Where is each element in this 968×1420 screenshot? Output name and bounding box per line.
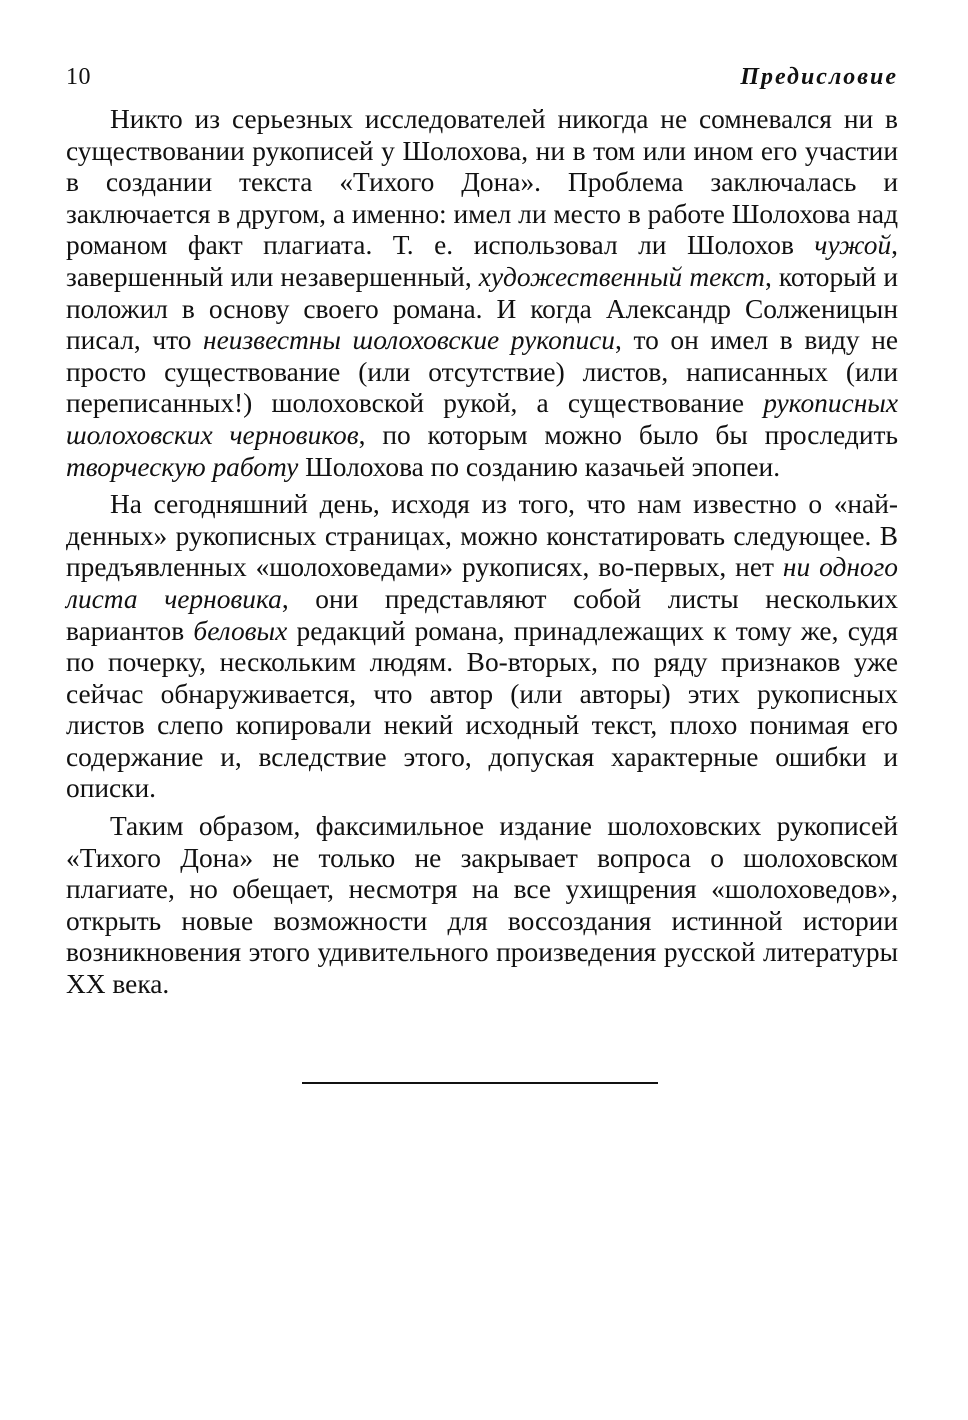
paragraph-1 xyxy=(66,104,898,483)
text-segment: , который и положил в основу своего романа. И когда Александр Солженицын писал, что xyxy=(66,261,899,356)
text-segment: Шолохова по созданию казачьей эпопеи. xyxy=(298,451,781,482)
emphasis-text: чужой xyxy=(814,230,892,261)
paragraph-3 xyxy=(66,811,898,1001)
text-segment: редакций романа, принадлежащих к тому же, судя по почерку, нескольким людям. Во-вторых, по ряду признаков уже сейчас обнаруживается, что автор (или авторы) этих рукописных листов слепо копировали некий исходный текст, плохо понимая его содержание и, вследствие этого, допуская характерные ошибки и описки. xyxy=(66,615,898,804)
paragraph-2 xyxy=(66,489,898,805)
emphasis-text: неизвестны шолоховские рукописи xyxy=(203,325,616,356)
text-segment: , они представляют собой листы нескольких вариантов xyxy=(66,583,898,646)
text-segment: На сегодняшний день, исходя из того, что нам известно о «найденных» рукописных страницах, можно констатировать следующее. В предъявленных «шолоховедами» рукописях, во-первых, нет xyxy=(66,489,898,583)
emphasis-text: творческую работу xyxy=(66,451,299,482)
section-divider xyxy=(302,1082,658,1084)
text-segment: , завершенный или незавершенный, xyxy=(66,230,898,292)
emphasis-text: беловых xyxy=(193,615,288,646)
emphasis-text: рукописных шолоховских черновиков xyxy=(66,388,898,450)
emphasis-text: ни одного листа черновика xyxy=(66,552,898,614)
page-header xyxy=(66,62,898,104)
text-segment: , по которым можно было бы проследить xyxy=(358,419,898,450)
document-page xyxy=(66,62,898,1007)
running-title: Предисловие xyxy=(740,64,898,90)
page-number: 10 xyxy=(66,64,91,90)
emphasis-text: художественный текст xyxy=(478,261,765,292)
text-segment: Никто из серьезных исследователей никогда не сомневался ни в существовании рукописей у Шолохова, ни в том или ином его участии в создании текста «Тихого Дона». Проблема заключалась и заключается в другом, а именно: имел ли место в работе Шолохова над романом факт плагиата. Т. е. использовал ли Шолохов xyxy=(66,104,899,261)
text-segment: Таким образом, факсимильное издание шолоховских рукописей «Тихого Дона» не только не закрывает вопроса о шолоховском плагиате, но обещает, несмотря на все ухищрения «шолоховедов», открыть новые возможности для воссоздания истинной истории возникновения этого удивительного произведения русской литературы XX века. xyxy=(66,811,898,1000)
body-text xyxy=(66,104,898,1001)
text-segment: , то он имел в виду не просто существование (или отсутствие) листов, написанных (или переписанных!) шолоховской рукой, а существование xyxy=(66,325,899,419)
